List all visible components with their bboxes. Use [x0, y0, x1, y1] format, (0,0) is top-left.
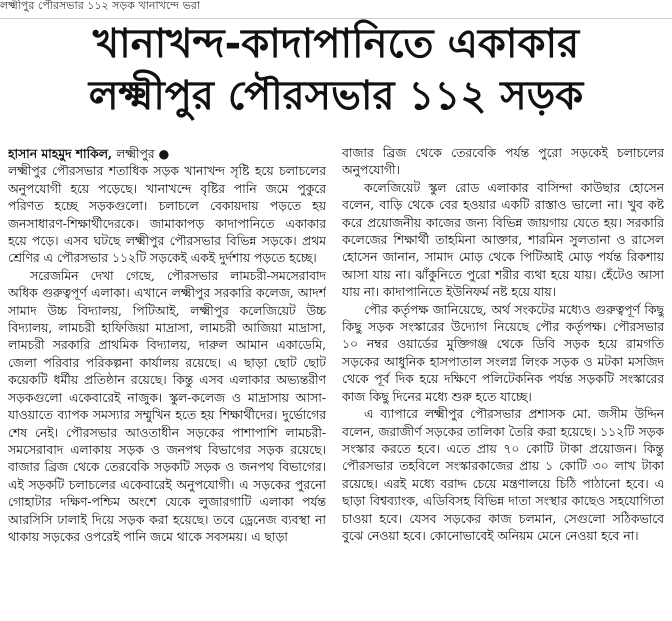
article-paragraph: এ ব্যাপারে লক্ষ্মীপুর পৌরসভার প্রশাসক মো. জসীম উদ্দিন বলেন, জরাজীর্ণ সড়কের তালিকা তৈরি করা হয়েছে। ১১২টি সড়ক সংস্কার করতে হবে। এতে প্রায় ৭০ কোটি টাকা প্রয়োজন। কিন্তু পৌরসভার তহবিলে সংস্কারকাজের প্রায় ১ কোটি ৩০ লাখ টাকা রয়েছে। এরই মধ্যে বরাদ্দ চেয়ে মন্ত্রণালয়ে চিঠি পাঠানো হবে। এ ছাড়া বিশ্বব্যাংক, এডিবিসহ বিভিন্ন দাতা সংস্থার কাছেও সহযোগিতা চাওয়া হবে। যেসব সড়কের কাজ চলমান, সেগুলো সঠিকভাবে বুঝে নেওয়া হবে। কোনোভাবেই অনিয়ম মেনে নেওয়া হবে না। — [342, 407, 664, 543]
byline-author: হাসান মাহমুদ শাকিল, — [8, 146, 113, 161]
article-paragraph: কলেজিয়েট স্কুল রোড এলাকার বাসিন্দা কাউছার হোসেন বলেন, বাড়ি থেকে বের হওয়ার একটি রাস্তাও ভালো না। খুব কষ্ট করে প্রয়োজনীয় কাজের জন্য বিভিন্ন জায়গায় যেতে হয়। সরকারি কলেজের শিক্ষার্থী তাহমিনা আক্তার, শারমিন সুলতানা ও রাসেল হোসেন জানান, সামাদ মোড় থেকে পিটিআই মোড় পর্যন্ত রিকশায় আসা যায় না। ঝাঁকুনিতে পুরো শরীর ব্যথা হয়ে যায়। হেঁটেও আসা যায় না। কাদাপানিতে ইউনিফর্ম নষ্ট হয়ে যায়। — [342, 180, 664, 300]
byline-bullet-icon: ● — [158, 147, 170, 161]
headline — [0, 18, 672, 134]
article-paragraph: বাজার ব্রিজ থেকে তেরবেকি পর্যন্ত পুরো সড়কেই চলাচলের অনুপযোগী। — [342, 146, 664, 178]
top-strip-clipped-text — [0, 0, 672, 19]
byline-location: লক্ষ্মীপুর — [116, 147, 155, 161]
top-strip-text: লক্ষ্মীপুর পৌরসভার ১১২ সড়ক খানাখন্দে ভরা — [0, 0, 201, 12]
article-paragraph: লক্ষ্মীপুর পৌরসভার শতাধিক সড়ক খানাখন্দ সৃষ্টি হয়ে চলাচলের অনুপযোগী হয়ে পড়েছে। খানাখন্দে বৃষ্টির পানি জমে পুকুরে পরিণত হচ্ছে সড়কগুলো। চলাচলে বেকায়দায় পড়তে হয় জনসাধারণ-শিক্ষার্থীদেরকে। জামাকাপড় কাদাপানিতে একাকার হয়ে পড়ে। এসব ঘটছে লক্ষ্মীপুর পৌরসভার বিভিন্ন সড়কে। প্রথম শ্রেণির এ পৌরসভার ১১২টি সড়কেই একই দুর্দশায় পড়তে হচ্ছে। — [8, 164, 326, 266]
headline-line-2: লক্ষ্মীপুর পৌরসভার ১১২ সড়ক — [88, 73, 584, 119]
article-paragraph: পৌর কর্তৃপক্ষ জানিয়েছে, অর্থ সংকটের মধ্যেও গুরুত্বপূর্ণ কিছু কিছু সড়ক সংস্কারের উদ্যোগ নিয়েছে পৌর কর্তৃপক্ষ। পৌরসভার ১০ নম্বর ওয়ার্ডের মুক্তিগঞ্জ থেকে ডিবি সড়ক হয়ে রামগতি সড়কের আধুনিক হাসপাতাল সংলগ্ন লিংক সড়ক ও মটকা মসজিদ থেকে পূর্ব দিক হয়ে দক্ষিণে পলিটেকনিক পর্যন্ত সড়কটি সংস্কারের কাজ কিছু দিনের মধ্যে শুরু হতে যাচ্ছে। — [342, 302, 664, 404]
article-paragraph: সরেজমিন দেখা গেছে, পৌরসভার লামচরী-সমসেরাবাদ অধিক গুরুত্বপূর্ণ এলাকা। এখানে লক্ষ্মীপুর সরকারি কলেজ, আদর্শ সামাদ উচ্চ বিদ্যালয়, পিটিআই, লক্ষ্মীপুর কলেজিয়েট উচ্চ বিদ্যালয়, লামচরী হাফিজিয়া মাদ্রাসা, লামচরী আজিয়া মাদ্রাসা, লামচরী সরকারি প্রাথমিক বিদ্যালয়, দারুল আমান একাডেমি, জেলা পরিবার পরিকল্পনা কার্যালয় রয়েছে। এ ছাড়া ছোট ছোট কয়েকটি ধর্মীয় প্রতিষ্ঠান রয়েছে। কিন্তু এসব এলাকার অভ্যন্তরীণ সড়কগুলো একেবারেই নাজুক। স্কুল-কলেজ ও মাদ্রাসায় আসা-যাওয়াতে ব্যাপক সমস্যার সম্মুখিন হতে হয় শিক্ষার্থীদের। দুর্ভোগের শেষ নেই। পৌরসভার আওতাধীন সড়কের পাশাপাশি লামচরী-সমসেরাবাদ এলাকায় সড়ক ও জনপথ বিভাগের সড়ক রয়েছে। বাজার ব্রিজ থেকে তেরবেকি সড়কটি সড়ক ও জনপথ বিভাগের। এই সড়কটি চলাচলের একেবারেই অনুপযোগী। এ সড়কের পুরনো গোহাটার দক্ষিণ-পশ্চিম অংশে যেকে লুজারগাটি এলাকা পর্যন্ত আরসিসি ঢালাই দিয়ে সড়ক করা হয়েছে। তবে ড্রেনেজ ব্যবস্থা না থাকায় সড়কের ওপরেই পানি জমে থাকে সবসময়। এ ছাড়া — [8, 268, 326, 544]
byline — [8, 145, 326, 163]
headline-line-1: খানাখন্দ-কাদাপানিতে একাকার — [92, 21, 580, 67]
article-column-left — [8, 145, 326, 615]
article-column-right — [342, 145, 664, 615]
